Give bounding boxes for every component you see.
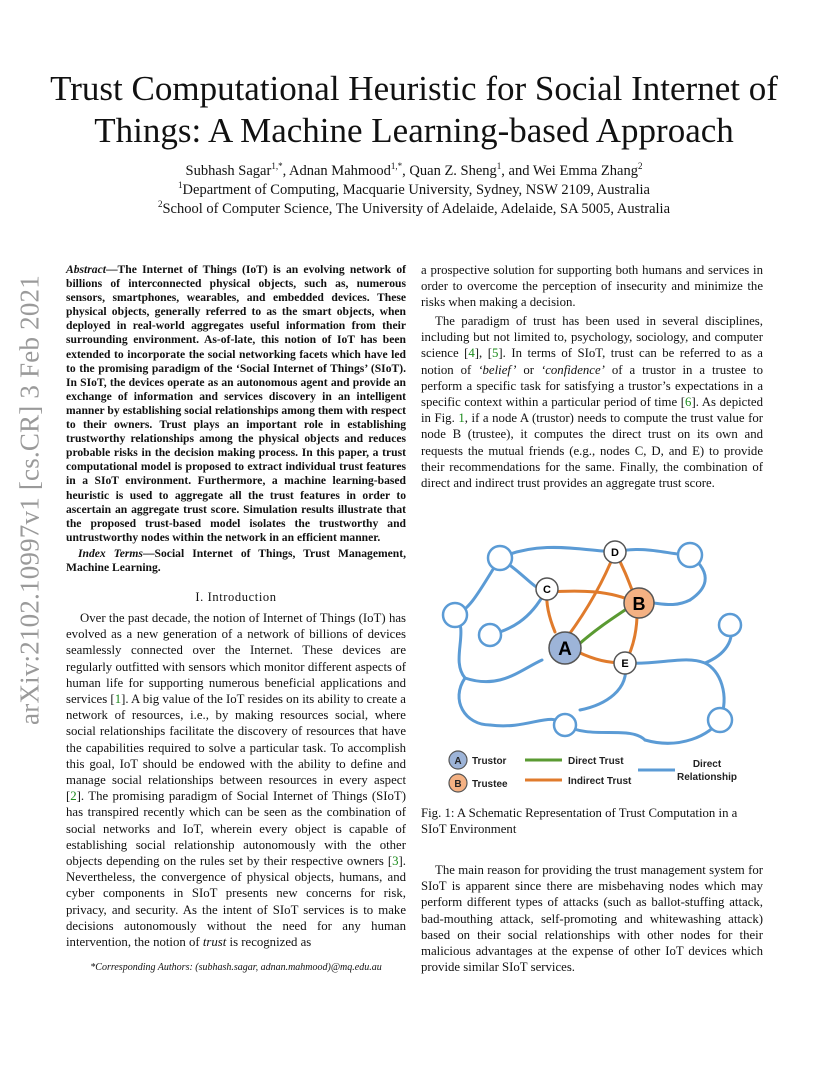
node-circle — [708, 708, 732, 732]
paragraph-text: ]. In terms of SIoT, trust can be referred to as a notion of — [421, 346, 763, 377]
paragraph-text: of a trustor in a trustee to perform a specific task for satisfying a trustor’s expectations in a specific context within a particular period of time [ — [421, 362, 763, 410]
emphasis-text: trust — [202, 935, 227, 950]
paragraph-text: ]. As depicted in Fig. — [421, 395, 763, 426]
paragraph-continuation: a prospective solution for supporting both humans and services in order to overcome the perception of insecurity and minimize the risks when making a decision. — [421, 263, 763, 310]
paragraph-text: The paradigm of trust has been used in several disciplines, including but not limited to, psychology, sociology, and computer science [ — [421, 314, 763, 361]
node-E-label: E — [621, 658, 629, 670]
paragraph-text: is recognized as — [226, 935, 312, 950]
affiliation-2 — [40, 200, 788, 219]
author-affiliation-mark: 1 — [496, 161, 502, 172]
legend-trustee: Trustee — [472, 779, 508, 790]
author-name: , Quan Z. Sheng — [402, 163, 497, 179]
citation-link[interactable]: 1 — [114, 692, 122, 707]
legend-direct-trust: Direct Trust — [568, 756, 624, 767]
paper-title: Trust Computational Heuristic for Social Internet of Things: A Machine Learning-based Approach — [50, 69, 778, 150]
citation-link[interactable]: 3 — [392, 854, 399, 869]
indirect-trust-edge — [565, 552, 615, 640]
node-A-label: A — [558, 639, 572, 660]
index-terms-text: —Social Internet of Things, Trust Management, Machine Learning. — [66, 547, 406, 575]
author-name: Subhash Sagar — [185, 163, 272, 179]
affiliation-mark: 2 — [157, 199, 163, 210]
affiliation-mark: 1 — [178, 180, 183, 191]
author-line — [40, 162, 788, 181]
node-A — [549, 632, 581, 664]
citation-link[interactable]: 6 — [685, 395, 692, 410]
paragraph-trust-management: The main reason for providing the trust management system for SIoT is apparent since there are misbehaving nodes which may perform different types of attacks (such as ballot-stuffing attack, bad-mouthing attack, self-promoting and whitewashing attack) based on their social relationships with other nodes for their malicious advantages at the expense of other IoT devices which provide similar SIoT services. — [421, 863, 763, 975]
paragraph-text: ], [ — [474, 346, 492, 361]
legend-indirect-trust: Indirect Trust — [568, 776, 632, 787]
node-circle — [488, 546, 512, 570]
node-circle — [554, 714, 576, 736]
node-circle — [479, 624, 501, 646]
legend-trustor: Trustor — [472, 756, 507, 767]
trustee-badge-label: B — [454, 779, 462, 790]
affiliation-text: School of Computer Science, The University of Adelaide, Adelaide, SA 5005, Australia — [162, 201, 671, 217]
abstract-label: Abstract — [66, 263, 106, 276]
direct-trust-edge — [578, 610, 625, 645]
citation-link[interactable]: 5 — [492, 346, 499, 361]
relationship-edge — [465, 660, 542, 682]
node-D-label: D — [611, 547, 619, 559]
figure-caption: Fig. 1: A Schematic Representation of Trust Computation in a SIoT Environment — [421, 806, 738, 837]
legend — [449, 751, 737, 792]
emphasis-text: ‘belief’ — [478, 362, 517, 377]
paragraph-text: ]. A big value of the IoT resides on its ability to create a network of resources, i.e., by making resources social, where social relationships facilitate the discovery of resources that have the capabilities required to solve a particular task. To accomplish this goal, IoT should be endowed with the ability to define and manage social relationships between resources in every aspect [ — [66, 692, 406, 804]
affiliation-1 — [40, 181, 788, 200]
figure-link[interactable]: 1 — [458, 411, 465, 426]
relationship-edge — [459, 678, 490, 725]
trust-diagram — [430, 530, 770, 800]
abstract-text: —The Internet of Things (IoT) is an evolving network of billions of interconnected physical objects, such as, numerous sensors, smartphones, wearables, and embedded devices. These physical objects, generally referred to as the smart objects, when deployed in real-world aggregates useful information from their surrounding environment. As-of-late, this notion of IoT has been extended to incorporate the social networking facets which have led to the promising paradigm of the ‘Social Internet of Things’ (SIoT). In SIoT, the devices operate as an autonomous agent and provide an exchange of information and services discovery in an intelligent manner by establishing social relationships among them with respect to their owners. Trust plays an important role in establishing trustworthy relationships among the physical objects and reduces probable risks in the decision making process. In this paper, a trust computational model is proposed to extract individual trust features in a SIoT environment. Furthermore, a machine learning-based heuristic is used to aggregate all the trust features in order to ascertain an aggregate trust score. Simulation results illustrate that the proposed trust-based model isolates the trustworthy and untrustworthy nodes within the network in an efficient manner. — [66, 263, 406, 544]
author-block — [40, 162, 788, 219]
arxiv-stamp — [10, 260, 50, 740]
legend-direct-relationship: Direct — [692, 759, 722, 770]
paragraph-text: ]. Nevertheless, the convergence of physical objects, humans, and cyber components in SIoT presents new concerns for risk, privacy, and security. As the intent of SIoT services is to make decisions autonomously without the need for any human intervention, the notion of — [66, 854, 406, 950]
paragraph-text: or — [516, 362, 541, 377]
citation-link[interactable]: 2 — [70, 789, 77, 804]
author-affiliation-mark: 1,* — [271, 161, 283, 172]
footnote: *Corresponding Authors: (subhash.sagar, adnan.mahmood)@mq.edu.au — [90, 962, 382, 973]
paragraph-text: ]. The promising paradigm of Social Internet of Things (SIoT) has transpired recently which can be seen as the combination of social networks and IoT, wherein every object is capable of establishing social relationship autonomously with the other objects depending on the rules set by their respective owners [ — [66, 789, 406, 869]
legend-direct-relationship: Relationship — [676, 772, 738, 783]
emphasis-text: ‘confidence’ — [540, 362, 605, 377]
node-C — [536, 578, 558, 600]
affiliation-text: Department of Computing, Macquarie University, Sydney, NSW 2109, Australia — [182, 182, 650, 198]
trustor-badge-label: A — [454, 756, 462, 767]
index-terms — [66, 547, 406, 575]
relationship-edge — [500, 547, 615, 558]
citation-link[interactable]: 4 — [468, 346, 475, 361]
paragraph-text: Over the past decade, the notion of Internet of Things (IoT) has evolved as a new generation of a network of billions of devices seamlessly connected over the Internet. These devices are regularly outfitted with sensors which monitor different aspects of human life for supporting numerous beneficial applications and services [ — [66, 611, 406, 707]
author-name: , and Wei Emma Zhang — [501, 163, 638, 179]
node-C-label: C — [543, 584, 551, 596]
node-B — [624, 588, 654, 618]
index-terms-label: Index Terms — [78, 547, 143, 560]
author-affiliation-mark: 2 — [637, 161, 643, 172]
node-circle — [678, 543, 702, 567]
arxiv-stamp-text: arXiv:2102.10997v1 [cs.CR] 3 Feb 2021 — [14, 275, 45, 725]
abstract — [66, 263, 406, 545]
node-B-label: B — [632, 594, 646, 614]
node-circle — [443, 603, 467, 627]
author-name: , Adnan Mahmood — [282, 163, 391, 179]
node-E — [614, 652, 636, 674]
author-affiliation-mark: 1,* — [390, 161, 403, 172]
relationship-edge — [625, 660, 705, 663]
intro-paragraph — [66, 610, 406, 950]
section-heading: I. Introduction — [195, 590, 277, 604]
node-circle — [719, 614, 741, 636]
paragraph-trust — [421, 313, 763, 491]
paragraph-text: , if a node A (trustor) needs to compute the trust value for node B (trustee), it computes the direct trust on its own and requests the mutual friends (e.g., nodes C, D, and E) to provide their recommendations for the same. Finally, the combination of direct and indirect trust provides an aggregate trust score. — [421, 411, 764, 491]
node-D — [604, 541, 626, 563]
